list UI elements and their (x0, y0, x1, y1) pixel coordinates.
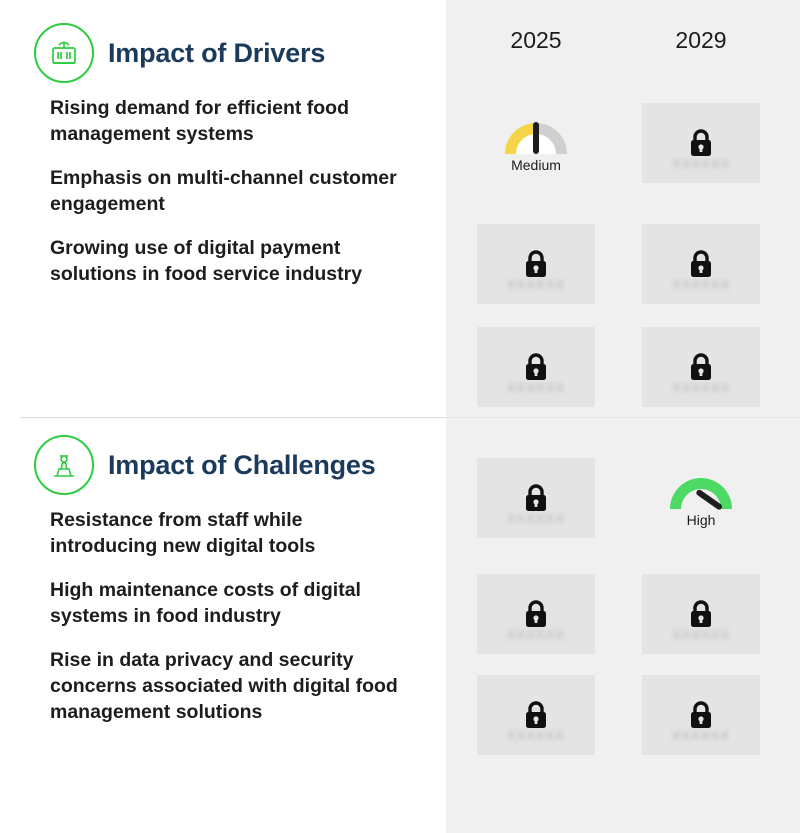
locked-placeholder[interactable] (477, 675, 595, 755)
section-challenges (0, 432, 446, 743)
cell-challenges-r2-2029 (641, 574, 761, 654)
locked-blur-text: XXXXXX (506, 511, 566, 526)
gauge-medium (476, 103, 596, 183)
cell-drivers-r1-2029 (641, 103, 761, 183)
locked-placeholder[interactable] (642, 574, 760, 654)
cell-drivers-r3-2025 (476, 327, 596, 407)
cell-drivers-r2-2029 (641, 224, 761, 304)
cell-challenges-r1-2025 (476, 458, 596, 538)
challenge-bullet-1: Resistance from staff while introducing new digital tools (50, 509, 316, 557)
lock-icon (521, 481, 551, 515)
gauge-arc-medium (499, 114, 573, 156)
cell-drivers-r1-2025 (476, 103, 596, 183)
locked-placeholder[interactable] (477, 574, 595, 654)
challenges-icon (34, 435, 94, 495)
gauge-label-high: High (686, 511, 716, 528)
lock-icon (521, 597, 551, 631)
column-header-2029: 2029 (675, 27, 727, 53)
locked-blur-text: XXXXXX (671, 627, 731, 642)
lock-icon (686, 126, 716, 160)
locked-blur-text: XXXXXX (671, 156, 731, 171)
locked-placeholder[interactable] (642, 327, 760, 407)
cell-drivers-r3-2029 (641, 327, 761, 407)
locked-blur-text: XXXXXX (506, 277, 566, 292)
locked-placeholder[interactable] (477, 458, 595, 538)
cell-drivers-r2-2025 (476, 224, 596, 304)
locked-blur-text: XXXXXX (506, 380, 566, 395)
locked-blur-text: XXXXXX (671, 728, 731, 743)
section-drivers (0, 20, 446, 306)
column-header-2025: 2025 (510, 27, 562, 53)
cell-challenges-r3-2025 (476, 675, 596, 755)
driver-bullet-3: Growing use of digital payment solutions in food service industry (50, 236, 363, 285)
gauge-high (641, 458, 761, 538)
challenge-bullet-2: High maintenance costs of digital systems in food industry (50, 578, 361, 627)
locked-blur-text: XXXXXX (671, 277, 731, 292)
locked-blur-text: XXXXXX (506, 728, 566, 743)
lock-icon (521, 247, 551, 281)
locked-placeholder[interactable] (642, 103, 760, 183)
locked-placeholder[interactable] (642, 224, 760, 304)
section-divider-right (446, 417, 800, 418)
cell-challenges-r3-2029 (641, 675, 761, 755)
section-divider-left (20, 417, 446, 418)
food-management-icon (34, 23, 94, 83)
locked-placeholder[interactable] (642, 675, 760, 755)
lock-icon (686, 597, 716, 631)
lock-icon (521, 350, 551, 384)
section-drivers-title: Impact of Drivers (108, 37, 326, 68)
section-challenges-bullets (0, 508, 446, 725)
locked-blur-text: XXXXXX (671, 380, 731, 395)
locked-blur-text: XXXXXX (506, 627, 566, 642)
cell-challenges-r1-2029 (641, 458, 761, 538)
locked-placeholder[interactable] (477, 327, 595, 407)
lock-icon (686, 350, 716, 384)
section-drivers-header (0, 20, 446, 86)
challenge-bullet-3: Rise in data privacy and security concerns associated with digital food management solutions (50, 648, 398, 723)
lock-icon (686, 698, 716, 732)
driver-bullet-2: Emphasis on multi-channel customer engagement (50, 166, 397, 215)
lock-icon (521, 698, 551, 732)
gauge-label-medium: Medium (511, 156, 561, 173)
cell-challenges-r2-2025 (476, 574, 596, 654)
section-challenges-title: Impact of Challenges (108, 449, 376, 480)
driver-bullet-1: Rising demand for efficient food management systems (50, 97, 350, 145)
locked-placeholder[interactable] (477, 224, 595, 304)
section-challenges-header (0, 432, 446, 498)
gauge-arc-high (664, 469, 738, 511)
section-drivers-bullets (0, 96, 446, 288)
lock-icon (686, 247, 716, 281)
